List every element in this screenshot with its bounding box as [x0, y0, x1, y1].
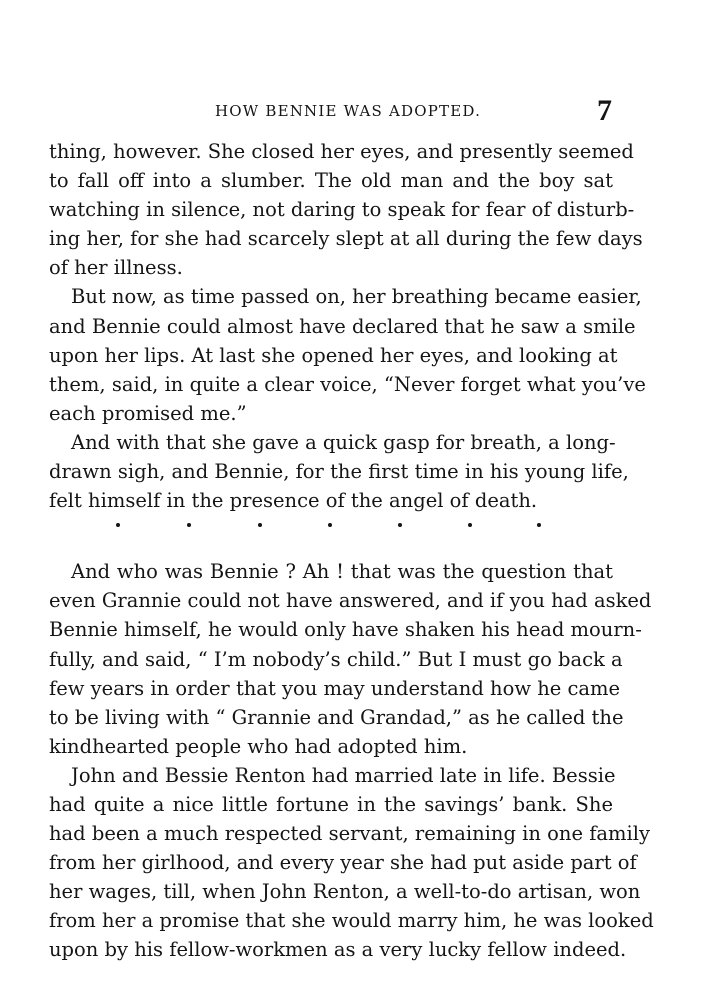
ellipsis-dot — [398, 523, 402, 527]
text-line: few years in order that you may understand how he came — [49, 676, 621, 700]
section-break — [49, 515, 613, 543]
ellipsis-dot — [116, 523, 120, 527]
text-line: drawn sigh, and Bennie, for the first time in his young life, — [49, 460, 629, 484]
page-number: 7 — [597, 94, 612, 127]
text-line: them, said, in quite a clear voice, “Never forget what you’ve — [49, 372, 646, 396]
text-line: But now, as time passed on, her breathing became easier, — [71, 285, 642, 309]
text-line: ing her, for she had scarcely slept at all during the few days — [49, 227, 643, 251]
text-line: kindhearted people who had adopted him. — [49, 734, 468, 758]
running-title: HOW BENNIE WAS ADOPTED. — [215, 102, 482, 120]
running-head — [50, 94, 612, 128]
paragraph-5 — [49, 761, 654, 965]
text-line: had been a much respected servant, remaining in one family — [49, 822, 651, 846]
ellipsis-dot — [187, 523, 191, 527]
text-line: of her illness. — [49, 256, 183, 280]
text-line: to fall off into a slumber. The old man and the boy sat — [49, 169, 613, 193]
paragraph-1 — [49, 137, 643, 282]
text-line: watching in silence, not daring to speak for fear of disturb- — [49, 198, 635, 222]
paragraph-2 — [49, 282, 646, 427]
text-line: each promised me.” — [49, 401, 247, 425]
text-line: fully, and said, “ I’m nobody’s child.” But I must go back a — [49, 647, 623, 671]
text-line: And who was Bennie ? Ah ! that was the question that — [71, 560, 613, 584]
text-line: Bennie himself, he would only have shaken his head mourn- — [49, 618, 642, 642]
text-line: thing, however. She closed her eyes, and presently seemed — [49, 140, 634, 163]
text-line: her wages, till, when John Renton, a well-to-do artisan, won — [49, 880, 641, 904]
text-line: John and Bessie Renton had married late in life. Bessie — [71, 763, 616, 787]
body-text — [49, 137, 654, 965]
text-line: upon her lips. At last she opened her eyes, and looking at — [49, 343, 618, 367]
text-line: from her girlhood, and every year she had put aside part of — [49, 851, 637, 875]
text-line: from her a promise that she would marry him, he was looked — [49, 909, 654, 933]
ellipsis-dot — [468, 523, 472, 527]
text-line: even Grannie could not have answered, and if you had asked — [49, 589, 652, 613]
ellipsis-dot — [258, 523, 262, 527]
text-line: to be living with “ Grannie and Grandad,” as he called the — [49, 705, 624, 729]
paragraph-4 — [49, 557, 652, 761]
text-line: had quite a nice little fortune in the savings’ bank. She — [49, 792, 613, 816]
text-line: and Bennie could almost have declared that he saw a smile — [49, 314, 636, 338]
text-line: And with that she gave a quick gasp for breath, a long- — [71, 430, 616, 454]
text-line: felt himself in the presence of the angel of death. — [49, 489, 538, 513]
ellipsis-dot — [328, 523, 332, 527]
ellipsis-dot — [537, 523, 541, 527]
text-line: upon by his fellow-workmen as a very lucky fellow indeed. — [49, 938, 627, 962]
paragraph-3 — [49, 428, 629, 515]
